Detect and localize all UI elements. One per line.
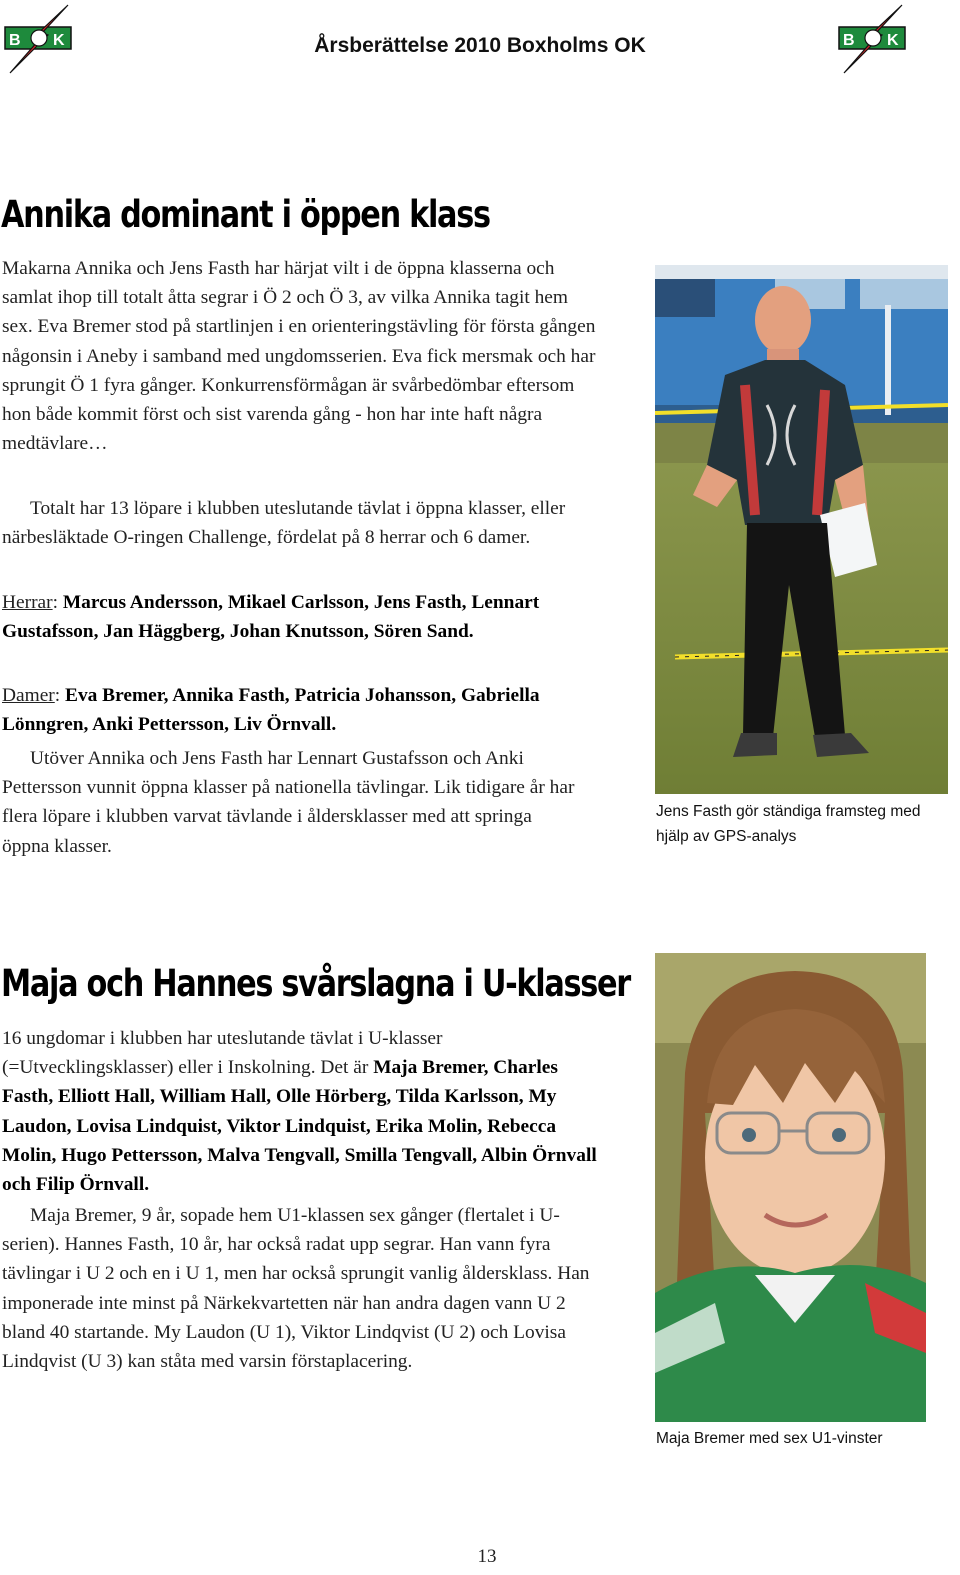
photo-caption-maja: Maja Bremer med sex U1-vinster <box>656 1430 883 1447</box>
u-class-intro-text: 16 ungdomar i klubben har uteslutande tävlat i U-klasser (=Utvecklingsklasser) eller i Inskolning. Det är <box>2 1028 443 1079</box>
paragraph-open-class-count: Totalt har 13 löpare i klubben uteslutande tävlat i öppna klasser, eller närbesläktade O-ringen Challenge, fördelat på 8 herrar och 6 damer. <box>2 498 566 549</box>
page-number: 13 <box>477 1546 497 1567</box>
logo-letter-b: B <box>9 32 21 49</box>
section-title-u-classes: Maja och Hannes svårslagna i U-klasser <box>1 962 630 1005</box>
paragraph-damer: Damer: Eva Bremer, Annika Fasth, Patricia Johansson, Gabriella Lönngren, Anki Pettersson, Liv Örnvall. <box>2 685 540 736</box>
herrar-names: Marcus Andersson, Mikael Carlsson, Jens Fasth, Lennart Gustafsson, Jan Häggberg, Johan Knutsson, Sören Sand. <box>2 592 540 643</box>
damer-label: Damer <box>2 685 55 706</box>
photo-jens-fasth <box>655 265 948 794</box>
photo-caption-jens: Jens Fasth gör ständiga framsteg med hjälp av GPS-analys <box>656 803 921 845</box>
logo-letter-b: B <box>843 32 855 49</box>
damer-names: Eva Bremer, Annika Fasth, Patricia Johansson, Gabriella Lönngren, Anki Pettersson, Liv Örnvall. <box>2 685 540 736</box>
logo-letter-k: K <box>887 32 899 49</box>
paragraph-herrar: Herrar: Marcus Andersson, Mikael Carlsson, Jens Fasth, Lennart Gustafsson, Jan Häggberg, Johan Knutsson, Sören Sand. <box>2 592 540 643</box>
herrar-label: Herrar <box>2 592 53 613</box>
u-class-names: Maja Bremer, Charles Fasth, Elliott Hall, William Hall, Olle Hörberg, Tilda Karlsson, My Laudon, Lovisa Lindquist, Viktor Lindquist, Erika Molin, Rebecca Molin, Hugo Pettersson, Malva Tengvall, Smilla Tengvall, Albin Örnvall och Filip Örnvall. <box>2 1057 597 1196</box>
photo-maja-bremer <box>655 953 926 1422</box>
document-header-title: Årsberättelse 2010 Boxholms OK <box>314 34 646 57</box>
paragraph-u-class-youth <box>2 1024 602 1199</box>
section-title-open-class: Annika dominant i öppen klass <box>1 193 490 236</box>
paragraph-fasth-intro: Makarna Annika och Jens Fasth har härjat vilt i de öppna klasserna och samlat ihop till totalt åtta segrar i Ö 2 och Ö 3, av vilka Annika tagit hem sex. Eva Bremer stod på startlinjen i en orienteringstävling för första gången någonsin i Aneby i samband med ungdomsserien. Eva fick mersmak och har sprungit Ö 1 fyra gånger. Konkurrensförmågan är svårbedömbar eftersom hon både kommit först och sist varenda gång - hon har inte haft några medtävlare… <box>2 258 596 455</box>
logo-letter-k: K <box>53 32 65 49</box>
paragraph-maja-hannes: Maja Bremer, 9 år, sopade hem U1-klassen sex gånger (flertalet i U-serien). Hannes Fasth, 10 år, har också radat upp segrar. Han vann fyra tävlingar i U 2 och en i U 1, men har också sprungit vanlig åldersklass. Han imponerade inte minst på Närkekvartetten när han andra dagen vann U 2 bland 40 startande. My Laudon (U 1), Viktor Lindqvist (U 2) och Lovisa Lindqvist (U 3) kan ståta med varsin förstaplacering. <box>2 1205 590 1373</box>
paragraph-national-wins: Utöver Annika och Jens Fasth har Lennart Gustafsson och Anki Pettersson vunnit öppna klasser på nationella tävlingar. Lik tidigare år har flera löpare i klubben varvat tävlande i åldersklasser med att springa öppna klasser. <box>2 748 575 857</box>
